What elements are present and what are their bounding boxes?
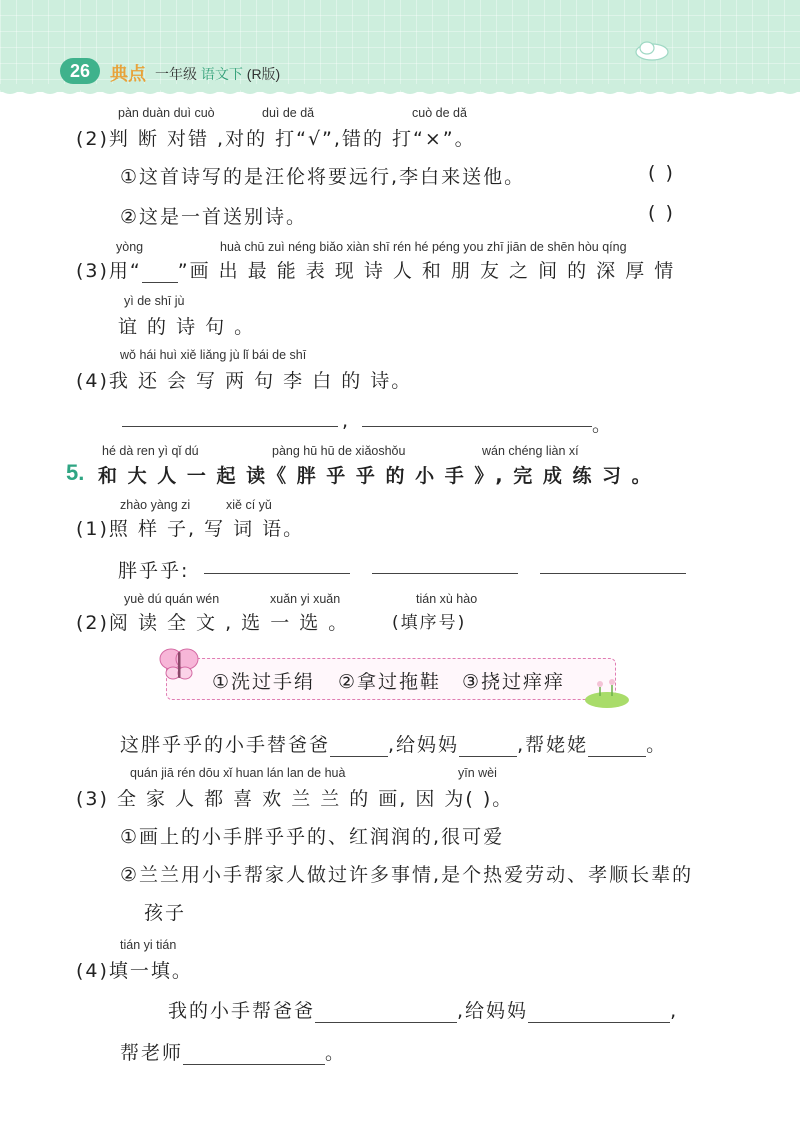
q5-1-pinyin-1: zhào yàng zi [120, 498, 191, 512]
brand-logo [110, 60, 146, 86]
q3-prompt-b: ”画 出 最 能 表 现 诗 人 和 朋 友 之 间 的 深 厚 情 [177, 260, 676, 282]
q5-1-answer-line-1[interactable] [204, 573, 350, 574]
q5-4-blank-1[interactable] [315, 1022, 457, 1023]
q5-4-pinyin: tián yi tián [120, 938, 177, 952]
q5-2-sentence [120, 730, 667, 757]
q3-pinyin-2: huà chū zuì néng biǎo xiàn shī rén hé péng you zhī jiān de shēn hòu qíng [220, 240, 627, 254]
q5-pinyin-2: pàng hū hū de xiǎoshǒu [272, 444, 406, 458]
q5-1-answer-line-3[interactable] [540, 573, 686, 574]
q5-4-line1-b: ,给妈妈 [457, 1000, 529, 1022]
q4-period: 。 [592, 414, 614, 436]
q5-2-pinyin-3: tián xù hào [416, 592, 478, 606]
grade-prefix: 一年级 [155, 66, 197, 82]
q3-underline-sample [142, 282, 178, 283]
grass-icon [582, 676, 632, 710]
q5-4-line2-end: 。 [325, 1042, 347, 1064]
q5-2-sentence-c: ,帮姥姥 [517, 734, 589, 756]
q5-pinyin-1: hé dà ren yì qǐ dú [102, 444, 199, 458]
q5-prompt: 和 大 人 一 起 读《 胖 乎 乎 的 小 手 》, 完 成 练 习 。 [98, 465, 653, 487]
subject-label: 语文下 [200, 66, 243, 82]
q5-1-example: 胖乎乎: [118, 560, 190, 582]
q4-pinyin: wǒ hái huì xiě liǎng jù lǐ bái de shī [120, 348, 307, 362]
q5-2-blank-1[interactable] [330, 756, 388, 757]
q3-pinyin-3: yì de shī jù [124, 294, 185, 308]
cloud-icon [632, 38, 672, 62]
q5-3-choice-2: ②兰兰用小手帮家人做过许多事情,是个热爱劳动、孝顺长辈的 [120, 864, 694, 886]
q5-1-answer-line-2[interactable] [372, 573, 518, 574]
q2-pinyin-2: duì de dǎ [262, 106, 315, 120]
q5-number: 5. [66, 460, 85, 485]
q5-4-line1-end: , [670, 1000, 679, 1022]
q5-1-prompt: (1)照 样 子, 写 词 语。 [76, 518, 305, 540]
q5-2-hint: (填序号) [392, 613, 467, 633]
q5-4-line-2 [120, 1038, 346, 1065]
q3-prompt-a: (3)用“ [76, 260, 142, 282]
q5-2-pinyin-1: yuè dú quán wén [124, 592, 220, 606]
q5-1-pinyin-2: xiě cí yǔ [226, 498, 272, 512]
q5-3-pinyin-1: quán jiā rén dōu xǐ huan lán lan de huà [130, 766, 346, 780]
q4-answer-line-1[interactable] [122, 426, 338, 427]
q5-4-line2-a: 帮老师 [120, 1042, 184, 1064]
page-number: 26 [60, 58, 100, 84]
q2-pinyin-3: cuò de dǎ [412, 106, 467, 120]
q3-prompt-line2: 谊 的 诗 句 。 [118, 316, 256, 338]
q2-pinyin-1: pàn duàn duì cuò [118, 106, 215, 120]
q5-4-blank-2[interactable] [528, 1022, 670, 1023]
q3-prompt [76, 256, 675, 283]
butterfly-icon [158, 644, 200, 682]
q5-3-choice-1: ①画上的小手胖乎乎的、红润润的,很可爱 [120, 826, 505, 848]
q5-4-line-1 [168, 996, 678, 1023]
header-wave-border [0, 84, 800, 98]
option-2: ②拿过拖鞋 [338, 671, 442, 693]
q5-2-sentence-b: ,给妈妈 [388, 734, 460, 756]
q2-item-2: ②这是一首送别诗。 [120, 206, 308, 228]
q3-pinyin-1: yòng [116, 240, 144, 254]
q4-comma: , [342, 410, 351, 432]
q5-4-blank-3[interactable] [183, 1064, 325, 1065]
q5-2-blank-3[interactable] [588, 756, 646, 757]
option-3: ③挠过痒痒 [462, 671, 566, 693]
q5-4-prompt: (4)填一填。 [76, 960, 193, 982]
q2-item-2-answer[interactable]: ( ) [648, 202, 675, 224]
q4-prompt: (4)我 还 会 写 两 句 李 白 的 诗。 [76, 370, 413, 392]
q5-2-sentence-end: 。 [646, 734, 668, 756]
q5-2-prompt: (2)阅 读 全 文 , 选 一 选 。 [76, 612, 350, 634]
q5-2-blank-2[interactable] [459, 756, 517, 757]
q4-answer-line-2[interactable] [362, 426, 592, 427]
q5-3-pinyin-2: yīn wèi [458, 766, 497, 780]
edition-label: (R版) [246, 66, 281, 82]
q5-4-line1-a: 我的小手帮爸爸 [168, 1000, 316, 1022]
q2-item-1: ①这首诗写的是汪伦将要远行,李白来送他。 [120, 166, 526, 188]
q5-pinyin-3: wán chéng liàn xí [482, 444, 579, 458]
q2-prompt: (2)判 断 对错 ,对的 打“√”,错的 打“×”。 [76, 128, 476, 150]
q5-3-choice-2-cont: 孩子 [144, 902, 187, 924]
logo-text: 典点 [110, 64, 146, 84]
q5-2-sentence-a: 这胖乎乎的小手替爸爸 [120, 734, 331, 756]
q2-item-1-answer[interactable]: ( ) [648, 162, 675, 184]
grade-label [155, 64, 280, 84]
option-1: ①洗过手绢 [212, 671, 316, 693]
q5-2-pinyin-2: xuǎn yi xuǎn [270, 592, 341, 606]
q5-3-prompt: (3) 全 家 人 都 喜 欢 兰 兰 的 画, 因 为( )。 [76, 788, 514, 810]
